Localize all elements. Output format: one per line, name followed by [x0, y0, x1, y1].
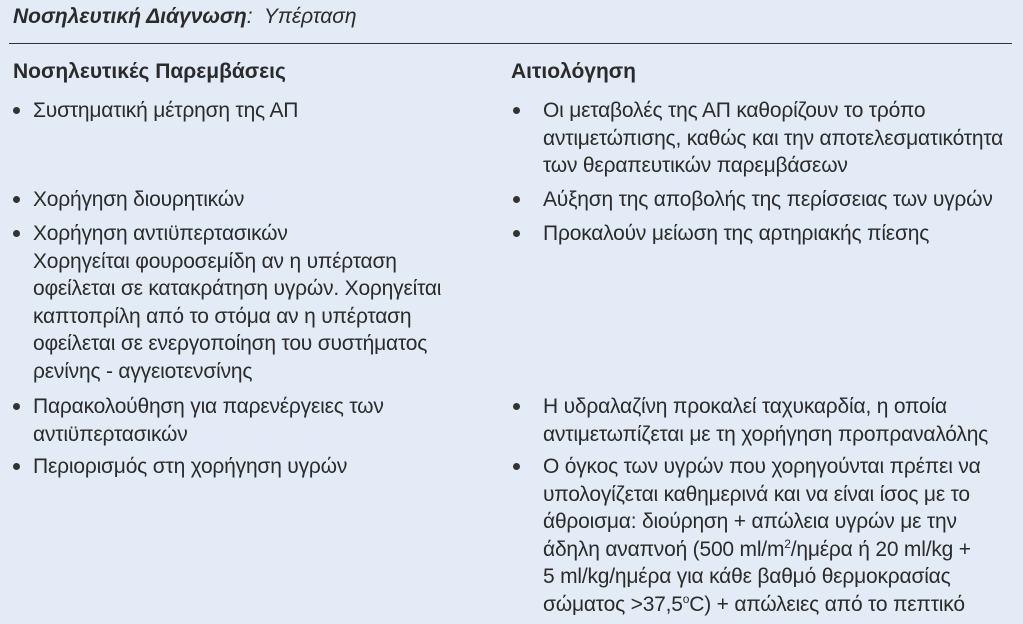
bullet-icon — [513, 463, 520, 470]
degree-superscript: o — [682, 591, 690, 606]
bullet-icon — [513, 196, 520, 203]
rationale-text: Η υδραλαζίνη προκαλεί ταχυκαρδία, η οποία αντιμετωπίζεται με τη χορήγηση προπραναλόλης — [543, 395, 989, 446]
header-divider — [9, 43, 1012, 44]
intervention-text: Περιορισμός στη χορήγηση υγρών — [33, 455, 348, 478]
intervention-text: Χορήγηση αντιϋπερτασικών — [33, 222, 288, 245]
rationale-text: Προκαλούν μείωση της αρτηριακής πίεσης — [543, 222, 930, 245]
rationale-text: Αύξηση της αποβολής της περίσσειας των υγρών — [543, 188, 993, 211]
intervention-item — [13, 393, 493, 448]
intervention-item — [13, 186, 493, 214]
superscript: 2 — [784, 536, 791, 551]
bullet-icon — [13, 196, 20, 203]
bullet-icon — [513, 403, 520, 410]
rationale-header: Αιτιολόγηση — [511, 60, 636, 83]
rationale-item — [511, 97, 1016, 180]
interventions-header: Νοσηλευτικές Παρεμβάσεις — [13, 60, 286, 83]
rationale-item — [511, 220, 1016, 248]
diagnosis-separator: : — [246, 5, 253, 28]
bullet-icon — [13, 403, 20, 410]
bullet-icon — [513, 230, 520, 237]
rationale-item — [511, 453, 1016, 618]
bullet-icon — [513, 107, 520, 114]
diagnosis-value: Υπέρταση — [263, 5, 357, 28]
intervention-item — [13, 220, 493, 385]
rationale-text-part: Ο όγκος των υγρών που χορηγούνται πρέπει να υπολογίζεται καθημερινά και να είναι ίσος με το άθροισμα: διούρηση + απώλεια υγρών με την άδηλη αναπνοή (500 ml/m — [543, 455, 981, 561]
rationale-item — [511, 393, 1016, 448]
bullet-icon — [13, 107, 20, 114]
rationale-text — [543, 453, 1016, 618]
diagnosis-label: Νοσηλευτική Διάγνωση — [13, 5, 247, 28]
intervention-text: Χορήγηση διουρητικών — [33, 188, 245, 211]
rationale-text-part: /ημέρα ή 20 ml/kg + 5 ml/kg/ημέρα για κάθε βαθμό θερμοκρασίας σώματος >37,5 — [543, 537, 971, 616]
intervention-text: Συστηματική μέτρηση της ΑΠ — [33, 99, 299, 122]
bullet-icon — [13, 463, 20, 470]
rationale-item — [511, 186, 1016, 214]
diagnosis-line — [13, 3, 357, 31]
intervention-item — [13, 97, 493, 125]
bullet-icon — [13, 230, 20, 237]
intervention-text: Παρακολούθηση για παρενέργειες των αντιϋπερτασικών — [33, 395, 384, 446]
intervention-detail: Χορηγείται φουροσεμίδη αν η υπέρταση οφείλεται σε κατακράτηση υγρών. Χορηγείται καπτοπρίλη από το στόμα αν η υπέρταση οφείλεται σε ενεργοποίηση του συστήματος ρενίνης - αγγειοτενσίνης — [33, 249, 442, 383]
rationale-text: Οι μεταβολές της ΑΠ καθορίζουν το τρόπο αντιμετώπισης, καθώς και την αποτελεσματικότητα των θεραπευτικών παρεμβάσεων — [543, 99, 1004, 177]
intervention-item — [13, 453, 493, 481]
rationale-text-part: C) + απώλειες από το πεπτικό — [689, 592, 965, 616]
